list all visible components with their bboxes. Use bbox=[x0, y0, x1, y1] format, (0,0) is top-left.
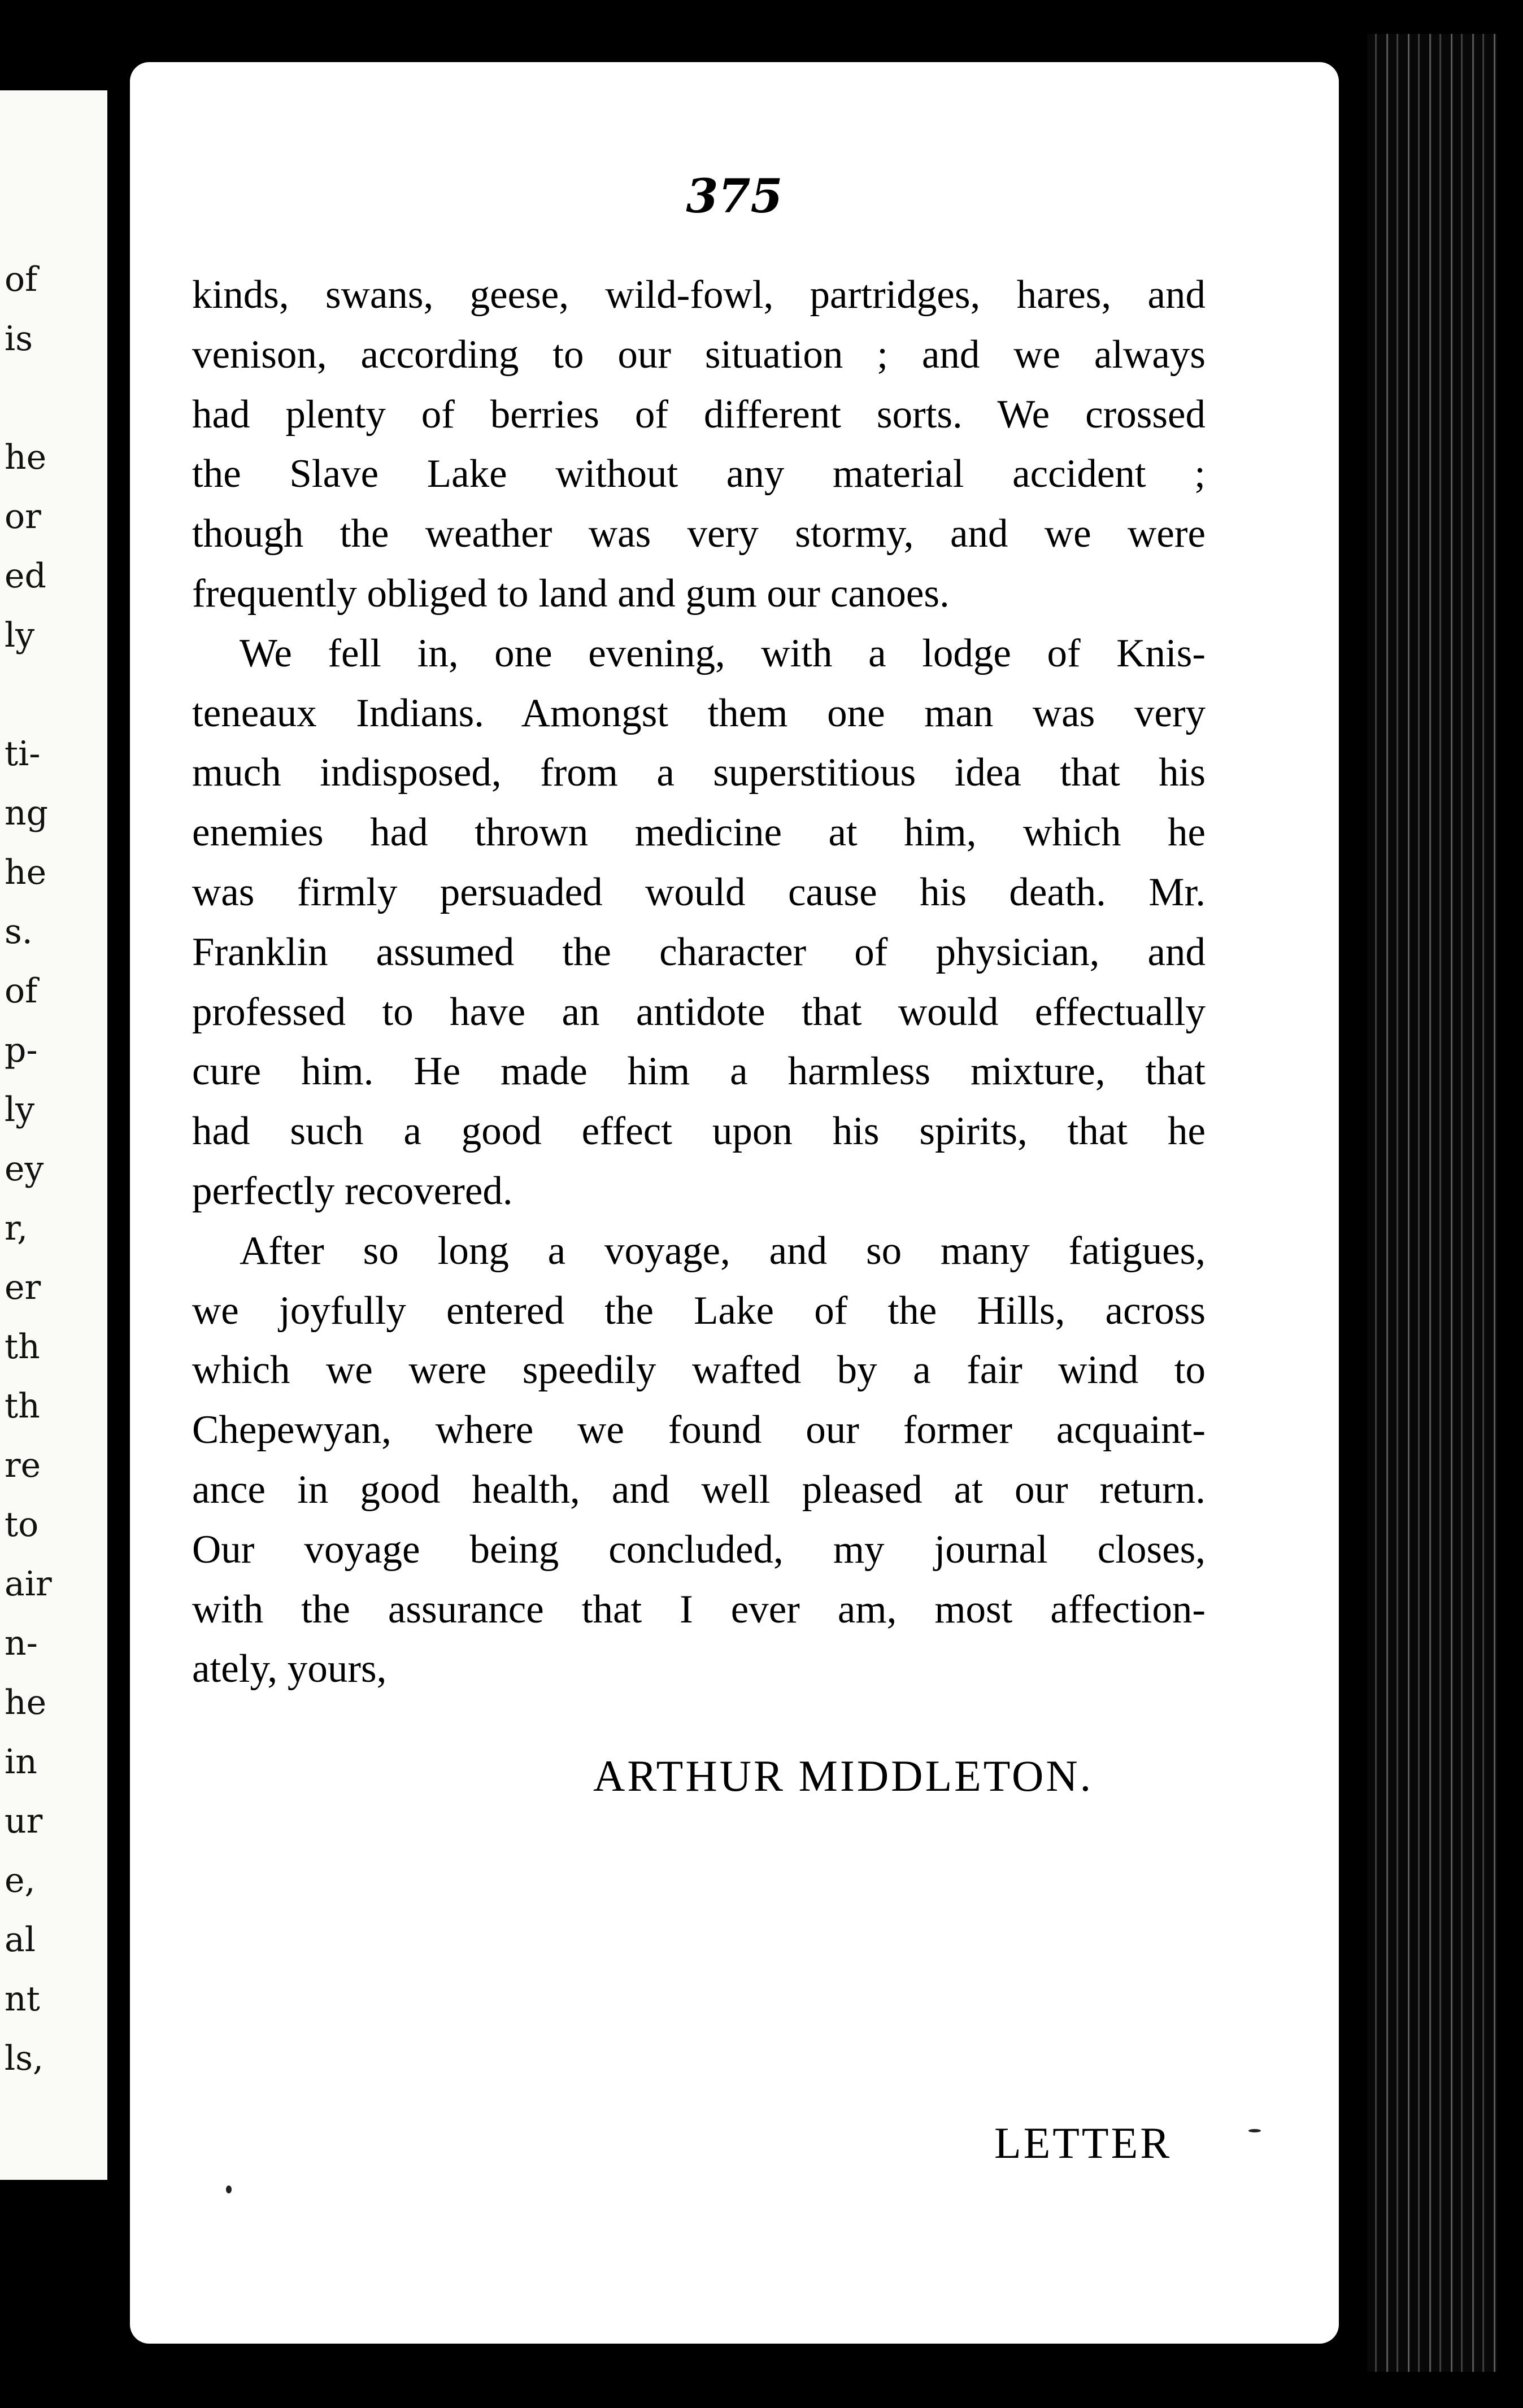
body-text bbox=[192, 265, 1206, 1699]
previous-page-fragment: ti- bbox=[5, 734, 41, 774]
previous-page-fragment: n- bbox=[5, 1624, 38, 1663]
previous-page-fragment: al bbox=[5, 1920, 36, 1960]
previous-page-edge bbox=[0, 90, 107, 2180]
text-line: kinds, swans, geese, wild-fowl, partridges, hares, and bbox=[192, 273, 1206, 317]
previous-page-fragment: ly bbox=[5, 1090, 35, 1129]
text-line: perfectly recovered. bbox=[192, 1168, 513, 1213]
text-line: We fell in, one evening, with a lodge of Knis- bbox=[240, 631, 1206, 675]
previous-page-fragment: er bbox=[5, 1268, 41, 1307]
text-line: ately, yours, bbox=[192, 1647, 387, 1691]
text-line: After so long a voyage, and so many fatigues, bbox=[240, 1228, 1206, 1273]
text-line: was firmly persuaded would cause his death. Mr. bbox=[192, 870, 1206, 914]
previous-page-fragment: air bbox=[5, 1564, 52, 1604]
ink-speck bbox=[226, 2185, 232, 2193]
text-line: though the weather was very stormy, and we were bbox=[192, 512, 1206, 556]
previous-page-fragment: nt bbox=[5, 1979, 40, 2019]
previous-page-fragment: ed bbox=[5, 556, 46, 596]
previous-page-fragment: or bbox=[5, 497, 41, 536]
previous-page-fragment: re bbox=[5, 1446, 41, 1485]
text-line: venison, according to our situation ; and we always bbox=[192, 332, 1206, 377]
previous-page-fragment: ly bbox=[5, 616, 35, 655]
previous-page-fragment: e, bbox=[5, 1861, 36, 1900]
previous-page-fragment: ur bbox=[5, 1801, 43, 1841]
signature: ARTHUR MIDDLETON. bbox=[593, 1751, 1094, 1800]
text-line: teneaux Indians. Amongst them one man was very bbox=[192, 691, 1206, 735]
previous-page-fragment: s. bbox=[5, 912, 33, 952]
previous-page-fragment: is bbox=[5, 319, 33, 359]
page-number: 375 bbox=[686, 169, 783, 224]
text-line: Our voyage being concluded, my journal closes, bbox=[192, 1527, 1206, 1572]
text-line: Chepewyan, where we found our former acquaint- bbox=[192, 1408, 1206, 1452]
text-line: frequently obliged to land and gum our canoes. bbox=[192, 571, 950, 616]
catchword: LETTER bbox=[994, 2118, 1172, 2167]
previous-page-fragment: he bbox=[5, 1683, 47, 1722]
ink-speck bbox=[1248, 2129, 1261, 2132]
previous-page-fragment: of bbox=[5, 260, 38, 299]
previous-page-fragment: of bbox=[5, 971, 38, 1011]
previous-page-fragment: he bbox=[5, 438, 47, 477]
text-line: professed to have an antidote that would effectually bbox=[192, 989, 1206, 1034]
text-line: had such a good effect upon his spirits, that he bbox=[192, 1109, 1206, 1154]
previous-page-fragment: ls, bbox=[5, 2039, 44, 2078]
text-line: we joyfully entered the Lake of the Hills, across bbox=[192, 1288, 1206, 1333]
previous-page-fragment: p- bbox=[5, 1031, 38, 1070]
previous-page-fragment: ng bbox=[5, 793, 49, 833]
previous-page-fragment: th bbox=[5, 1386, 40, 1426]
previous-page-fragment: ey bbox=[5, 1149, 44, 1189]
previous-page-fragment: th bbox=[5, 1327, 40, 1367]
book-binding-edge bbox=[1367, 34, 1497, 2372]
text-line: cure him. He made him a harmless mixture, that bbox=[192, 1049, 1206, 1094]
text-line: enemies had thrown medicine at him, which he bbox=[192, 810, 1206, 855]
text-line: with the assurance that I ever am, most affection- bbox=[192, 1587, 1206, 1631]
text-line: much indisposed, from a superstitious idea that his bbox=[192, 751, 1206, 795]
book-page bbox=[130, 62, 1339, 2344]
text-line: the Slave Lake without any material accident ; bbox=[192, 452, 1206, 496]
text-line: had plenty of berries of different sorts. We crossed bbox=[192, 392, 1206, 437]
previous-page-fragment: r, bbox=[5, 1209, 28, 1248]
previous-page-fragment: to bbox=[5, 1505, 39, 1545]
previous-page-fragment: in bbox=[5, 1742, 37, 1782]
text-line: Franklin assumed the character of physician, and bbox=[192, 930, 1206, 974]
previous-page-fragment: he bbox=[5, 853, 47, 892]
text-line: ance in good health, and well pleased at our return. bbox=[192, 1467, 1206, 1512]
text-line: which we were speedily wafted by a fair wind to bbox=[192, 1348, 1206, 1393]
